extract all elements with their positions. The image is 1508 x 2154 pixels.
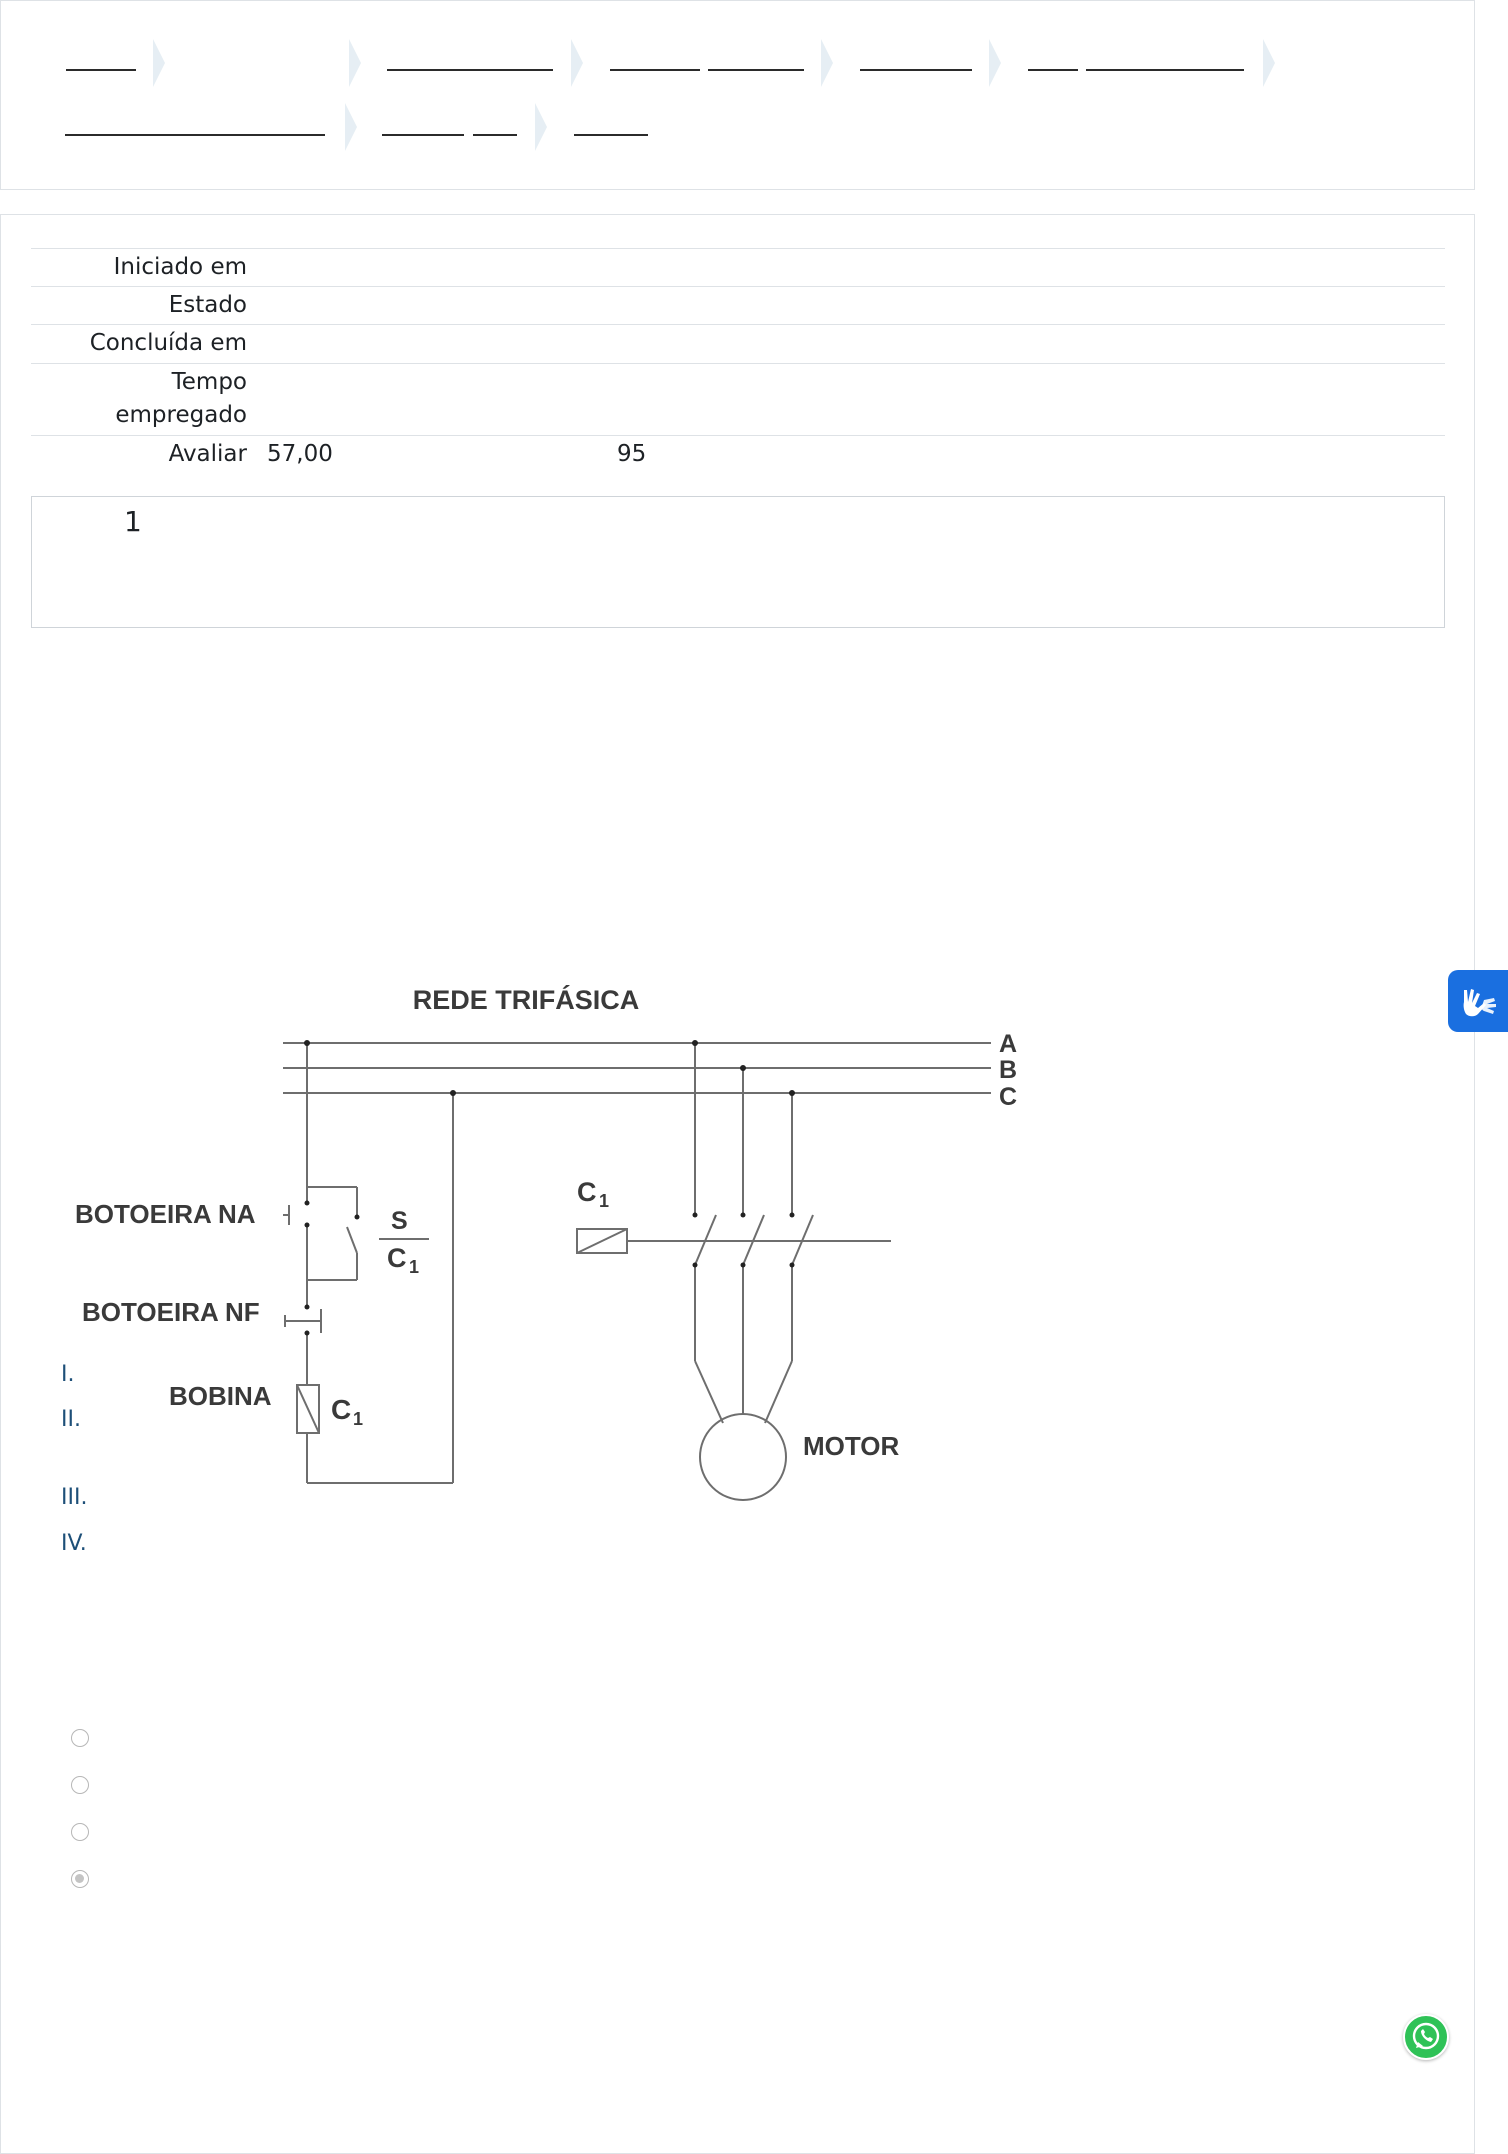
circuit-diagram	[61, 755, 1061, 1525]
whatsapp-button[interactable]	[1403, 2014, 1449, 2060]
label-c: C	[331, 1394, 352, 1425]
label-sub: 1	[599, 1191, 610, 1211]
answer-option-radio[interactable]	[71, 1823, 89, 1841]
sign-language-hands-icon	[1448, 970, 1508, 1032]
label-botoeira-nf: BOTOEIRA NF	[82, 1297, 260, 1327]
breadcrumb-item[interactable]	[65, 134, 325, 136]
summary-label: Tempo empregado	[115, 369, 247, 428]
summary-label: Iniciado em	[113, 254, 247, 280]
quiz-review-panel	[0, 214, 1475, 2154]
question-number: 1	[124, 505, 142, 538]
breadcrumb-item[interactable]	[382, 134, 464, 136]
breadcrumb-item[interactable]	[860, 69, 972, 71]
chevron-right-icon	[535, 103, 547, 151]
diagram-title: REDE TRIFÁSICA	[412, 985, 640, 1015]
summary-row-started	[31, 248, 1445, 286]
chevron-right-icon	[1263, 39, 1275, 87]
label-bobina: BOBINA	[169, 1381, 272, 1411]
phase-label: B	[999, 1056, 1018, 1084]
breadcrumb-item[interactable]	[66, 69, 136, 71]
phase-label: C	[999, 1083, 1018, 1111]
label-s: S	[391, 1207, 408, 1235]
label-motor: MOTOR	[803, 1431, 900, 1461]
sign-language-button[interactable]	[1448, 970, 1508, 1032]
chevron-right-icon	[345, 103, 357, 151]
breadcrumb-item[interactable]	[1086, 69, 1244, 71]
grade-value: 57,00	[267, 441, 333, 467]
label-sub: 1	[353, 1409, 364, 1429]
statement-numeral: III.	[61, 1485, 88, 1510]
summary-row-completed	[31, 324, 1445, 362]
breadcrumb-item[interactable]	[1028, 69, 1078, 71]
summary-row-grade	[31, 435, 1445, 476]
chevron-right-icon	[153, 39, 165, 87]
question-info	[31, 496, 1445, 628]
label-c: C	[577, 1177, 597, 1207]
whatsapp-icon	[1405, 2016, 1447, 2058]
answer-option-radio[interactable]	[71, 1776, 89, 1794]
breadcrumb-item[interactable]	[610, 69, 700, 71]
breadcrumb	[0, 0, 1475, 190]
label-sub: 1	[409, 1257, 420, 1277]
chevron-right-icon	[821, 39, 833, 87]
label-c: C	[387, 1243, 407, 1273]
summary-row-time-taken	[31, 363, 1445, 434]
chevron-right-icon	[989, 39, 1001, 87]
chevron-right-icon	[349, 39, 361, 87]
summary-label: Avaliar	[168, 441, 247, 467]
statement-numeral: II.	[61, 1407, 81, 1432]
breadcrumb-item[interactable]	[473, 134, 517, 136]
statement-numeral: IV.	[61, 1531, 87, 1556]
breadcrumb-item[interactable]	[708, 69, 804, 71]
answer-option-radio-selected[interactable]	[71, 1870, 89, 1888]
answer-option-radio[interactable]	[71, 1729, 89, 1747]
summary-row-status	[31, 286, 1445, 324]
statement-numeral: I.	[61, 1362, 75, 1387]
summary-label: Estado	[168, 292, 247, 318]
chevron-right-icon	[571, 39, 583, 87]
grade-max: 95	[617, 441, 647, 467]
summary-label: Concluída em	[89, 330, 247, 356]
breadcrumb-item[interactable]	[574, 134, 648, 136]
breadcrumb-item[interactable]	[387, 69, 553, 71]
phase-label: A	[999, 1030, 1018, 1058]
label-botoeira-na: BOTOEIRA NA	[75, 1199, 256, 1229]
